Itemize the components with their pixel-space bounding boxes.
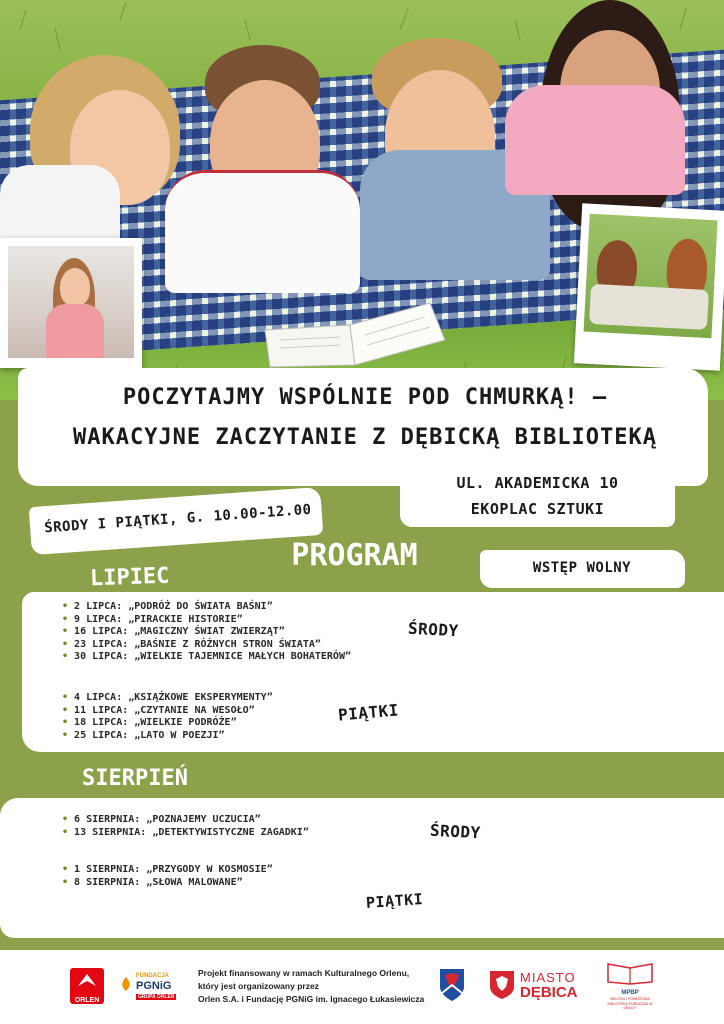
pgnig-flame-icon bbox=[118, 976, 134, 992]
footer bbox=[0, 950, 724, 1024]
girl-right-shirt bbox=[505, 85, 685, 195]
list-item: • 23 LIPCA: „BAŚNIE Z RÓŻNYCH STRON ŚWIATA” bbox=[62, 639, 351, 652]
location bbox=[405, 470, 670, 522]
list-item: • 25 LIPCA: „LATO W POEZJI” bbox=[62, 730, 273, 743]
month-heading-july: LIPIEC bbox=[89, 563, 170, 592]
page-title-line1: POCZYTAJMY WSPÓLNIE POD CHMURKĄ! – bbox=[122, 385, 608, 410]
schedule-note: ŚRODY I PIĄTKI, G. 10.00-12.00 bbox=[43, 501, 313, 537]
list-item: • 13 SIERPNIA: „DETEKTYWISTYCZNE ZAGADKI” bbox=[62, 827, 309, 840]
orlen-logo: ORLEN bbox=[70, 968, 104, 1004]
july-fridays-list bbox=[62, 692, 273, 742]
page-title-line2: WAKACYJNE ZACZYTANIE Z DĘBICKĄ BIBLIOTEKĄ bbox=[72, 425, 658, 450]
august-wednesdays-day: ŚRODY bbox=[429, 820, 482, 843]
polaroid-right bbox=[574, 203, 724, 370]
july-wednesdays-day: ŚRODY bbox=[407, 618, 460, 641]
program-title: PROGRAM bbox=[291, 538, 418, 573]
august-wednesdays-list bbox=[62, 814, 309, 839]
list-item: • 6 SIERPNIA: „POZNAJEMY UCZUCIA” bbox=[62, 814, 309, 827]
orlen-eagle-icon bbox=[70, 968, 104, 992]
location-place: EKOPLAC SZTUKI bbox=[470, 500, 605, 518]
entry-free: WSTĘP WOLNY bbox=[532, 560, 632, 576]
list-item: • 2 LIPCA: „PODRÓŻ DO ŚWIATA BAŚNI” bbox=[62, 601, 351, 614]
mpbp-logo: MPBP MIEJSKA I POWIATOWA BIBLIOTEKA PUBLICZNA W DĘBICY bbox=[604, 960, 656, 1016]
polaroid-left bbox=[0, 238, 142, 368]
list-item: • 8 SIERPNIA: „SŁOWA MALOWANE” bbox=[62, 877, 273, 890]
list-item: • 1 SIERPNIA: „PRZYGODY W KOSMOSIE” bbox=[62, 864, 273, 877]
open-book-icon bbox=[604, 960, 656, 986]
july-wednesdays-list bbox=[62, 601, 351, 664]
footer-funding-text: Projekt finansowany w ramach Kulturalnego Orlenu, który jest organizowany przez Orlen S.A. i Fundację PGNiG im. Ignacego Łukasiewicza bbox=[198, 968, 425, 1004]
list-item: • 9 LIPCA: „PIRACKIE HISTORIE” bbox=[62, 614, 351, 627]
list-item: • 30 LIPCA: „WIELKIE TAJEMNICE MAŁYCH BOHATERÓW” bbox=[62, 651, 351, 664]
open-book bbox=[255, 295, 455, 375]
hero-photo bbox=[0, 0, 724, 400]
location-street: UL. AKADEMICKA 10 bbox=[456, 474, 619, 492]
debica-crest-icon bbox=[488, 969, 516, 1001]
list-item: • 16 LIPCA: „MAGICZNY ŚWIAT ZWIERZĄT” bbox=[62, 626, 351, 639]
list-item: • 11 LIPCA: „CZYTANIE NA WESOŁO” bbox=[62, 705, 273, 718]
boy-middle-shirt bbox=[165, 170, 360, 293]
month-heading-august: SIERPIEŃ bbox=[82, 766, 188, 791]
pgnig-logo: FUNDACJA PGNiG GRUPA ORLEN bbox=[118, 970, 180, 1004]
august-fridays-day: PIĄTKI bbox=[365, 890, 424, 912]
july-fridays-day: PIĄTKI bbox=[337, 700, 400, 725]
august-fridays-list bbox=[62, 864, 273, 889]
list-item: • 18 LIPCA: „WIELKIE PODRÓŻE” bbox=[62, 717, 273, 730]
miasto-debica-logo: MIASTO DĘBICA bbox=[520, 970, 578, 1001]
list-item: • 4 LIPCA: „KSIĄŻKOWE EKSPERYMENTY” bbox=[62, 692, 273, 705]
county-crest-icon bbox=[438, 967, 466, 1003]
page-title bbox=[40, 378, 690, 458]
